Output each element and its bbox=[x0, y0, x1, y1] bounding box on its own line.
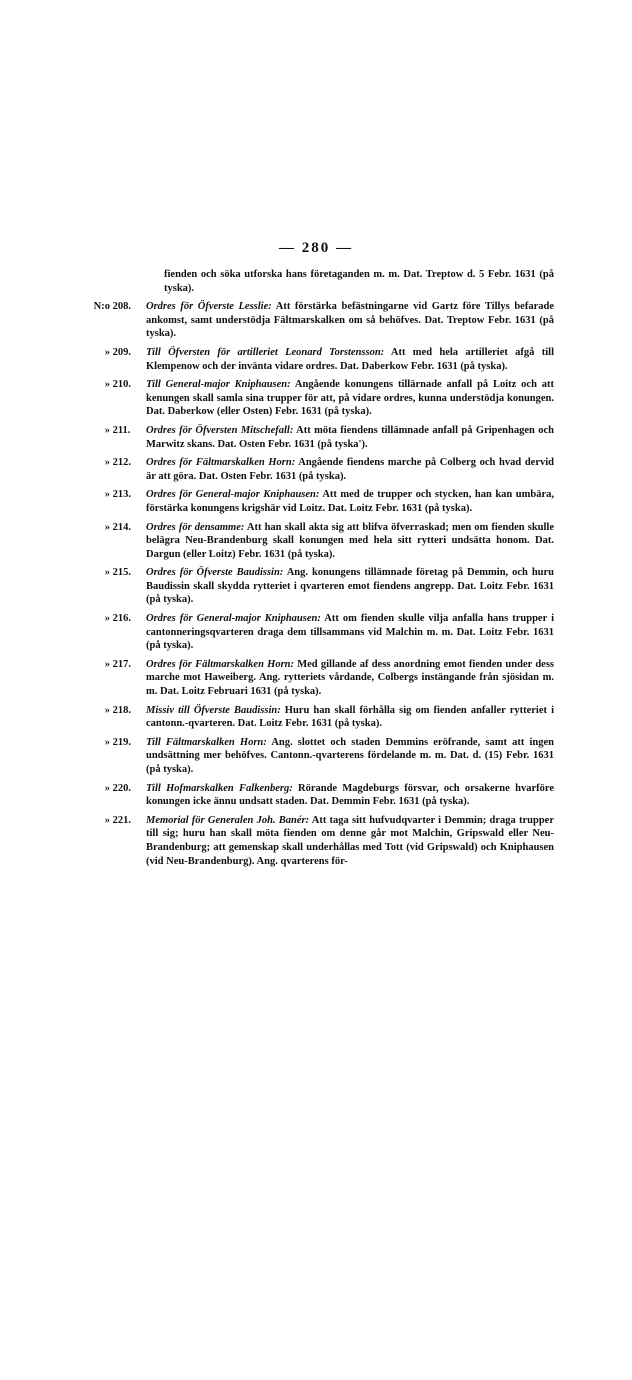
entry-text bbox=[146, 346, 554, 373]
entry-heading: Ordres för Öfverste Lesslie: bbox=[146, 301, 272, 313]
entry-heading: Ordres för Fältmarskalken Horn: bbox=[146, 457, 296, 469]
entry-mark: » bbox=[104, 346, 110, 358]
entry-body: Rörande Magdeburgs försvar, och orsakerne hvarföre konungen icke ännu undsatt staden. Dat. Demmin Febr. 1631 (på tyska). bbox=[146, 782, 554, 808]
entry-text bbox=[146, 456, 554, 483]
entry-text bbox=[146, 782, 554, 809]
entry-mark: » bbox=[104, 782, 110, 794]
entry-body: Ang. konungens tillämnade företag på Demmin, och huru Baudissin skall skydda rytteriet i qvarteren emot fiendens angrepp. Dat. Loitz Febr. 1631 (på tyska). bbox=[146, 567, 555, 606]
entry-text bbox=[146, 736, 554, 777]
entry-text bbox=[146, 424, 554, 451]
entry-number-value: 214. bbox=[112, 521, 131, 533]
continuation-text: fienden och söka utforska hans företaganden m. m. Dat. Treptow d. 5 Febr. 1631 (på tyska). bbox=[164, 269, 554, 294]
entry-text bbox=[146, 521, 554, 562]
register-entry bbox=[0, 378, 632, 419]
entry-number bbox=[88, 300, 136, 314]
entry-number-value: 217. bbox=[112, 658, 131, 670]
entry-text bbox=[146, 378, 554, 419]
register-entry bbox=[0, 612, 632, 653]
entry-body: Att förstärka befästningarne vid Gartz före Tillys befarade ankomst, samt understödja Fältmarskalken om så behöfves. Dat. Treptow Febr. 1631 (på tyska). bbox=[146, 301, 554, 340]
entry-body: Att möta fiendens tillämnade anfall på Gripenhagen och Marwitz skans. Dat. Osten Febr. 1631 (på tyska'). bbox=[146, 424, 554, 450]
entry-number bbox=[88, 521, 136, 535]
entry-text bbox=[146, 658, 554, 699]
entry-mark: » bbox=[104, 567, 110, 579]
register-entry bbox=[0, 424, 632, 451]
entry-mark: » bbox=[104, 424, 110, 436]
entry-mark: » bbox=[104, 814, 110, 826]
entry-body: Att taga sitt hufvudqvarter i Demmin; draga trupper till sig; huru han skall möta fienden om denne går mot Malchin, Gripswald eller Neu-Brandenburg; att gemenskap skall underhållas med Tott (vid Gripswald) och Kniphausen (vid Neu-Brandenburg). Ang. qvarterens för- bbox=[146, 814, 554, 867]
entry-heading: Till Öfversten för artilleriet Leonard Torstensson: bbox=[146, 346, 385, 358]
entry-number bbox=[88, 658, 136, 672]
entry-text bbox=[146, 814, 554, 868]
continuation-paragraph bbox=[0, 268, 632, 295]
entry-number-value: 215. bbox=[112, 567, 131, 579]
entry-number bbox=[88, 424, 136, 438]
entry-number bbox=[88, 378, 136, 392]
entry-heading: Ordres för General-major Kniphausen: bbox=[146, 613, 321, 625]
entry-mark: » bbox=[104, 457, 110, 469]
entry-body: Att med de trupper och stycken, han kan umbära, förstärka konungens krigshär vid Loitz. Dat. Loitz Febr. 1631 (på tyska). bbox=[146, 489, 554, 514]
entry-number-value: 212. bbox=[112, 457, 131, 469]
entry-number bbox=[88, 612, 136, 626]
register-entry bbox=[0, 521, 632, 562]
entry-heading: Ordres för General-major Kniphausen: bbox=[146, 489, 320, 501]
entry-heading: Till General-major Kniphausen: bbox=[146, 379, 291, 391]
entry-heading: Ordres för Öfverste Baudissin: bbox=[146, 567, 284, 579]
entry-body: Att med hela artilleriet afgå till Klempenow och der invänta vidare ordres. Dat. Daberkow Febr. 1631 (på tyska). bbox=[146, 346, 554, 372]
register-entry bbox=[0, 300, 632, 341]
entry-number-value: 209. bbox=[112, 346, 131, 358]
entry-number-value: 213. bbox=[112, 489, 131, 501]
entry-text bbox=[146, 488, 554, 515]
entry-mark: » bbox=[104, 613, 110, 625]
entry-body: Angående fiendens marche på Colberg och hvad dervid är att göra. Dat. Osten Febr. 1631 (på tyska). bbox=[146, 457, 554, 482]
entry-number bbox=[88, 704, 136, 718]
entry-number bbox=[88, 736, 136, 750]
entry-heading: Ordres för densamme: bbox=[146, 521, 245, 533]
entry-number bbox=[88, 488, 136, 502]
register-entry bbox=[0, 658, 632, 699]
entry-number bbox=[88, 346, 136, 360]
entry-text bbox=[146, 566, 554, 607]
entry-number-value: 219. bbox=[112, 736, 131, 748]
entry-heading: Till Hofmarskalken Falkenberg: bbox=[146, 782, 293, 794]
entry-number-value: 218. bbox=[112, 704, 131, 716]
register-entry bbox=[0, 566, 632, 607]
page-number: — 280 — bbox=[279, 240, 353, 256]
entry-number-value: 208. bbox=[112, 301, 131, 313]
register-entry bbox=[0, 782, 632, 809]
entry-body: Huru han skall förhålla sig om fienden anfaller rytteriet i cantonn.-qvarteren. Dat. Loitz Febr. 1631 (på tyska). bbox=[146, 704, 554, 730]
entry-mark: » bbox=[104, 704, 110, 716]
entry-mark: N:o bbox=[93, 301, 110, 313]
entry-mark: » bbox=[104, 489, 110, 501]
entry-heading: Till Fältmarskalken Horn: bbox=[146, 736, 267, 748]
entry-body: Med gillande af dess anordning emot fienden under dess marche mot Haweiberg. Ang. rytteriets vårdande, Colbergs instängande från sjösidan m. m. Dat. Loitz Februari 1631 (på tyska). bbox=[146, 658, 554, 698]
entry-body: Angående konungens tillärnade anfall på Loitz och att kenungen skall samla sina trupper för att, på vidare ordres, kunna understödja konungen. Dat. Daberkow (eller Osten) Febr. 1631 (på tyska). bbox=[146, 379, 554, 418]
register-entry bbox=[0, 488, 632, 515]
entry-heading: Missiv till Öfverste Baudissin: bbox=[146, 704, 281, 716]
entry-text bbox=[146, 704, 554, 731]
entry-heading: Memorial för Generalen Joh. Banér: bbox=[146, 814, 310, 826]
entry-mark: » bbox=[104, 736, 110, 748]
entry-body: Att han skall akta sig att blifva öfverraskad; men om fienden skulle belägra Neu-Brandenburg skall konungen med hela sitt rytteri undsätta honom. Dat. Dargun (eller Loitz) Febr. 1631 (på tyska). bbox=[146, 521, 555, 560]
entry-text bbox=[146, 300, 554, 341]
entry-body: Att om fienden skulle vilja anfalla hans trupper i cantonneringsqvarteren draga dem tillsammans vid Malchin m. m. Dat. Loitz Febr. 1631 (på tyska). bbox=[146, 613, 554, 652]
entry-number-value: 216. bbox=[112, 613, 131, 625]
entry-heading: Ordres för Fältmarskalken Horn: bbox=[146, 658, 294, 670]
register-entry bbox=[0, 736, 632, 777]
entry-number bbox=[88, 566, 136, 580]
register-entry bbox=[0, 704, 632, 731]
entry-body: Ang. slottet och staden Demmins eröfrande, samt att ingen undsättning mer behöfves. Cantonn.-qvarterens fördelande m. m. Dat. d. (15) Febr. 1631 (på tyska). bbox=[146, 736, 554, 775]
entry-number bbox=[88, 782, 136, 796]
entry-number bbox=[88, 456, 136, 470]
entry-number bbox=[88, 814, 136, 828]
entry-number-value: 221. bbox=[112, 814, 131, 826]
entry-heading: Ordres för Öfversten Mitschefall: bbox=[146, 424, 294, 436]
register-entry bbox=[0, 456, 632, 483]
entry-number-value: 210. bbox=[112, 379, 131, 391]
entry-mark: » bbox=[104, 658, 110, 670]
register-list bbox=[0, 268, 632, 873]
entry-text bbox=[146, 612, 554, 653]
entry-mark: » bbox=[104, 521, 110, 533]
entry-number-value: 211. bbox=[112, 424, 131, 436]
register-entry bbox=[0, 346, 632, 373]
register-entry bbox=[0, 814, 632, 868]
entry-number-value: 220. bbox=[112, 782, 131, 794]
entry-mark: » bbox=[104, 379, 110, 391]
